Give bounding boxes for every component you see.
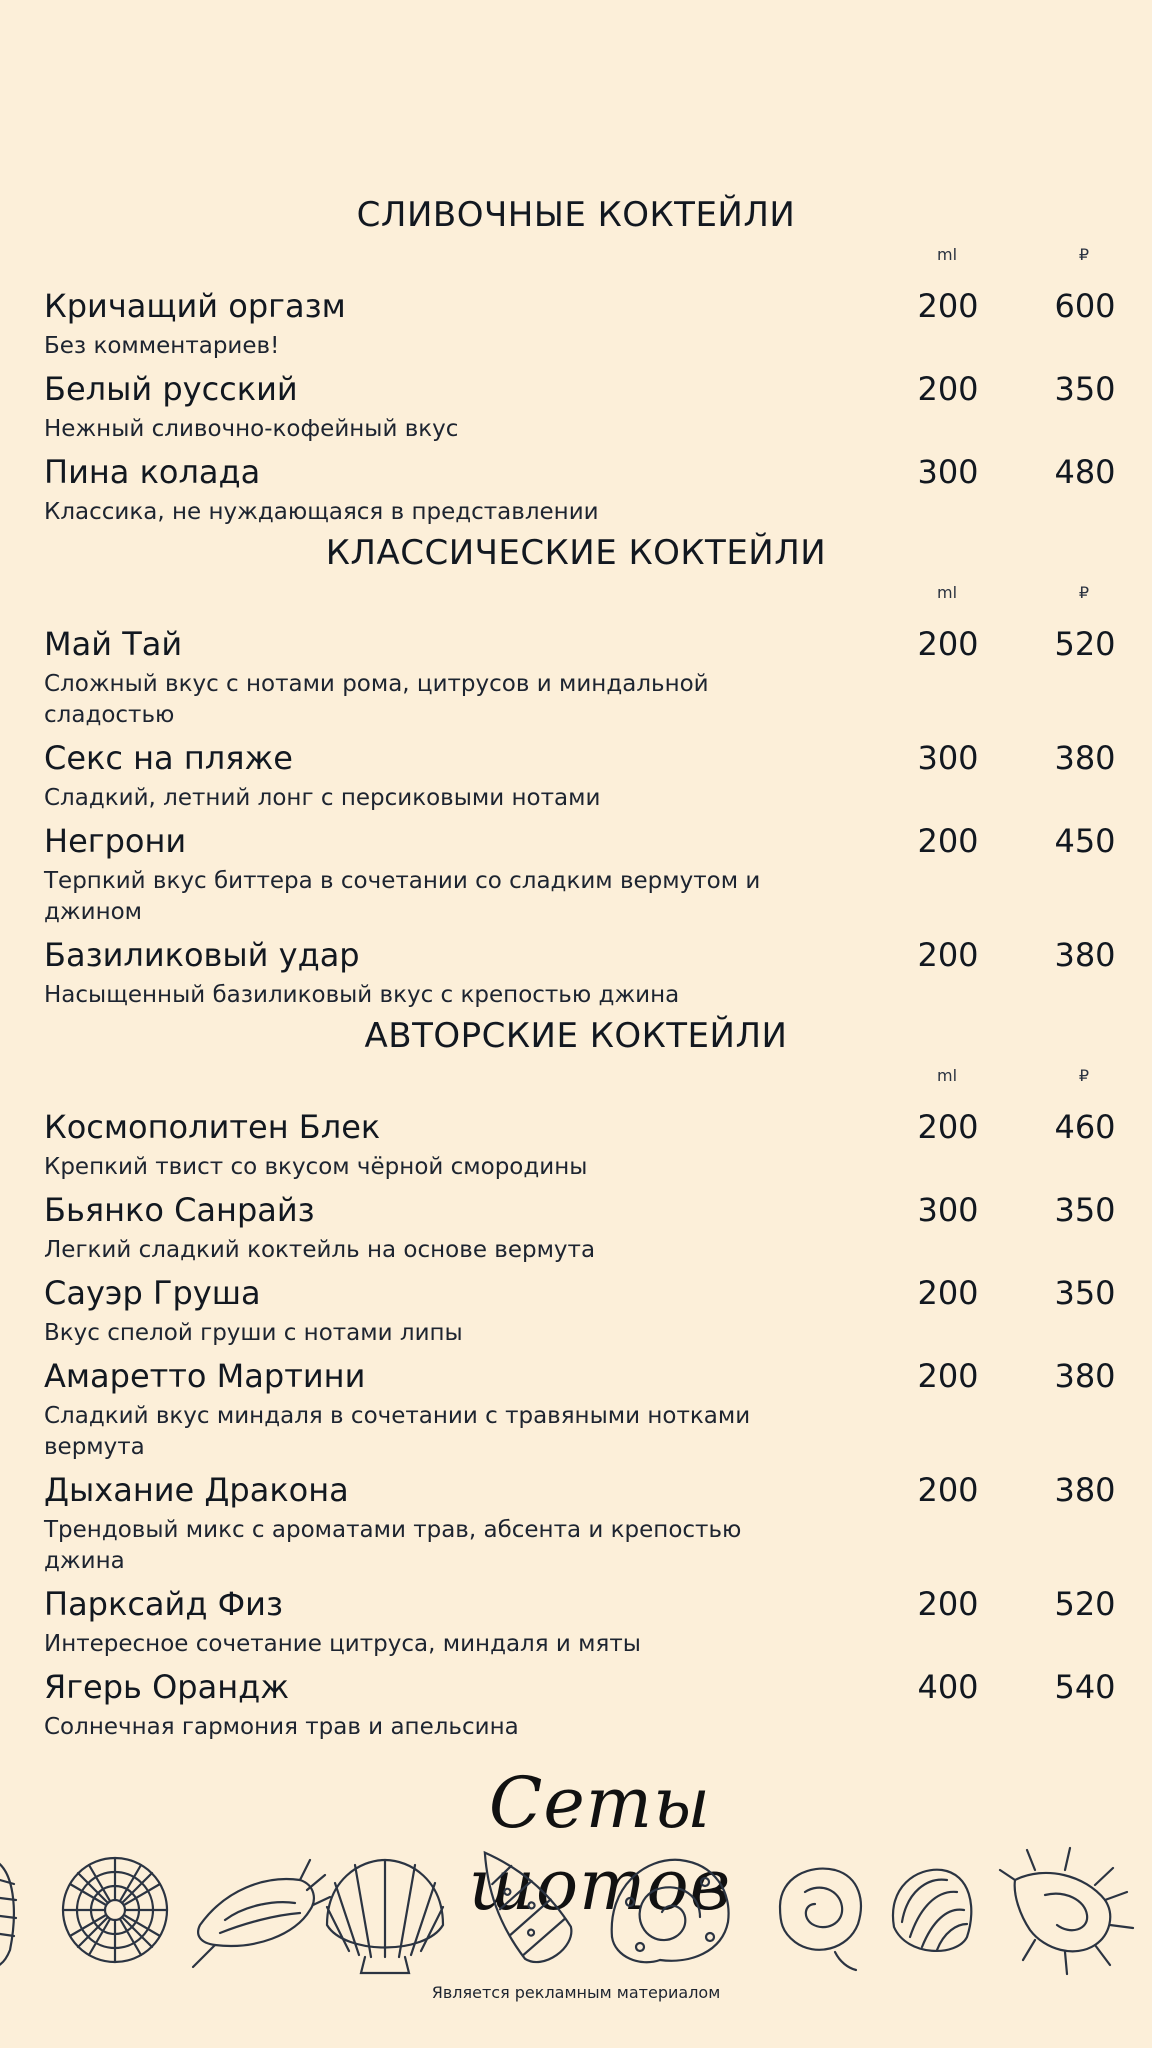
item-price: 520: [1054, 1585, 1116, 1623]
item-volume: 400: [917, 1668, 979, 1706]
snail-shell-icon: [612, 1860, 729, 1962]
item-description: Сладкий, летний лонг с персиковыми нотами: [44, 785, 601, 811]
section-title: АВТОРСКИЕ КОКТЕЙЛИ: [364, 1016, 788, 1056]
item-price: 450: [1054, 822, 1116, 860]
item-name: Амаретто Мартини: [44, 1357, 366, 1395]
item-name: Сауэр Груша: [44, 1274, 261, 1312]
round-shell-icon: [780, 1869, 861, 1970]
column-head-ml: ml: [936, 1066, 958, 1085]
spiral-shell-icon: [462, 1840, 580, 1971]
item-price: 480: [1054, 453, 1116, 491]
item-description: Трендовый микс с ароматами трав, абсента и крепостью джина: [44, 1517, 742, 1574]
item-volume: 200: [917, 1108, 979, 1146]
column-head-ml: ml: [936, 583, 958, 602]
item-volume: 200: [917, 936, 979, 974]
clam-icon: [893, 1870, 971, 1951]
item-volume: 200: [917, 370, 979, 408]
item-name: Космополитен Блек: [44, 1108, 381, 1146]
column-head-price: ₽: [1078, 245, 1090, 264]
item-volume: 300: [917, 1191, 979, 1229]
item-description: Терпкий вкус биттера в сочетании со сладким вермутом и джином: [44, 868, 761, 925]
item-price: 460: [1054, 1108, 1116, 1146]
item-name: Белый русский: [44, 370, 298, 408]
column-head-price: ₽: [1078, 1066, 1090, 1085]
murex-icon: [1000, 1848, 1133, 1974]
item-volume: 300: [917, 739, 979, 777]
item-description: Нежный сливочно-кофейный вкус: [44, 416, 459, 442]
item-price: 380: [1054, 1357, 1116, 1395]
item-price: 380: [1054, 936, 1116, 974]
script-heading: Сеты шотов: [468, 1762, 732, 1926]
item-volume: 200: [917, 1585, 979, 1623]
item-volume: 200: [917, 1471, 979, 1509]
item-price: 540: [1054, 1668, 1116, 1706]
item-name: Парксайд Физ: [44, 1585, 283, 1623]
item-description: Сложный вкус с нотами рома, цитрусов и миндальной сладостью: [44, 671, 709, 728]
item-name: Бьянко Санрайз: [44, 1191, 315, 1229]
nautilus-icon: [63, 1858, 167, 1962]
item-description: Легкий сладкий коктейль на основе вермута: [44, 1237, 596, 1263]
item-name: Май Тай: [44, 625, 183, 663]
item-volume: 300: [917, 453, 979, 491]
item-description: Без комментариев!: [44, 333, 280, 359]
item-name: Дыхание Дракона: [44, 1471, 349, 1509]
scallop-icon: [327, 1860, 443, 1973]
section-title: КЛАССИЧЕСКИЕ КОКТЕЙЛИ: [325, 533, 827, 573]
shell-icon: [0, 1860, 16, 1967]
item-volume: 200: [917, 287, 979, 325]
item-description: Насыщенный базиликовый вкус с крепостью джина: [44, 982, 680, 1008]
column-head-ml: ml: [936, 245, 958, 264]
footer-disclaimer: Является рекламным материалом: [431, 1983, 721, 2002]
item-price: 350: [1054, 1274, 1116, 1312]
conch-icon: [193, 1860, 330, 1967]
item-description: Классика, не нуждающаяся в представлении: [44, 499, 599, 525]
item-description: Крепкий твист со вкусом чёрной смородины: [44, 1154, 588, 1180]
item-volume: 200: [917, 625, 979, 663]
item-volume: 200: [917, 1274, 979, 1312]
item-price: 520: [1054, 625, 1116, 663]
item-name: Кричащий оргазм: [44, 287, 346, 325]
item-volume: 200: [917, 1357, 979, 1395]
item-name: Пина колада: [44, 453, 261, 491]
item-price: 380: [1054, 1471, 1116, 1509]
column-head-price: ₽: [1078, 583, 1090, 602]
item-description: Солнечная гармония трав и апельсина: [44, 1714, 519, 1740]
section-title: СЛИВОЧНЫЕ КОКТЕЙЛИ: [356, 195, 796, 235]
item-name: Базиликовый удар: [44, 936, 360, 974]
item-description: Сладкий вкус миндаля в сочетании с травяными нотками вермута: [44, 1403, 751, 1460]
item-price: 600: [1054, 287, 1116, 325]
item-price: 380: [1054, 739, 1116, 777]
item-description: Интересное сочетание цитруса, миндаля и мяты: [44, 1631, 641, 1657]
item-volume: 200: [917, 822, 979, 860]
item-name: Ягерь Орандж: [44, 1668, 290, 1706]
item-description: Вкус спелой груши с нотами липы: [44, 1320, 463, 1346]
item-price: 350: [1054, 1191, 1116, 1229]
item-price: 350: [1054, 370, 1116, 408]
seashell-decoration: [0, 1840, 1152, 1980]
item-name: Негрони: [44, 822, 187, 860]
item-name: Секс на пляже: [44, 739, 293, 777]
